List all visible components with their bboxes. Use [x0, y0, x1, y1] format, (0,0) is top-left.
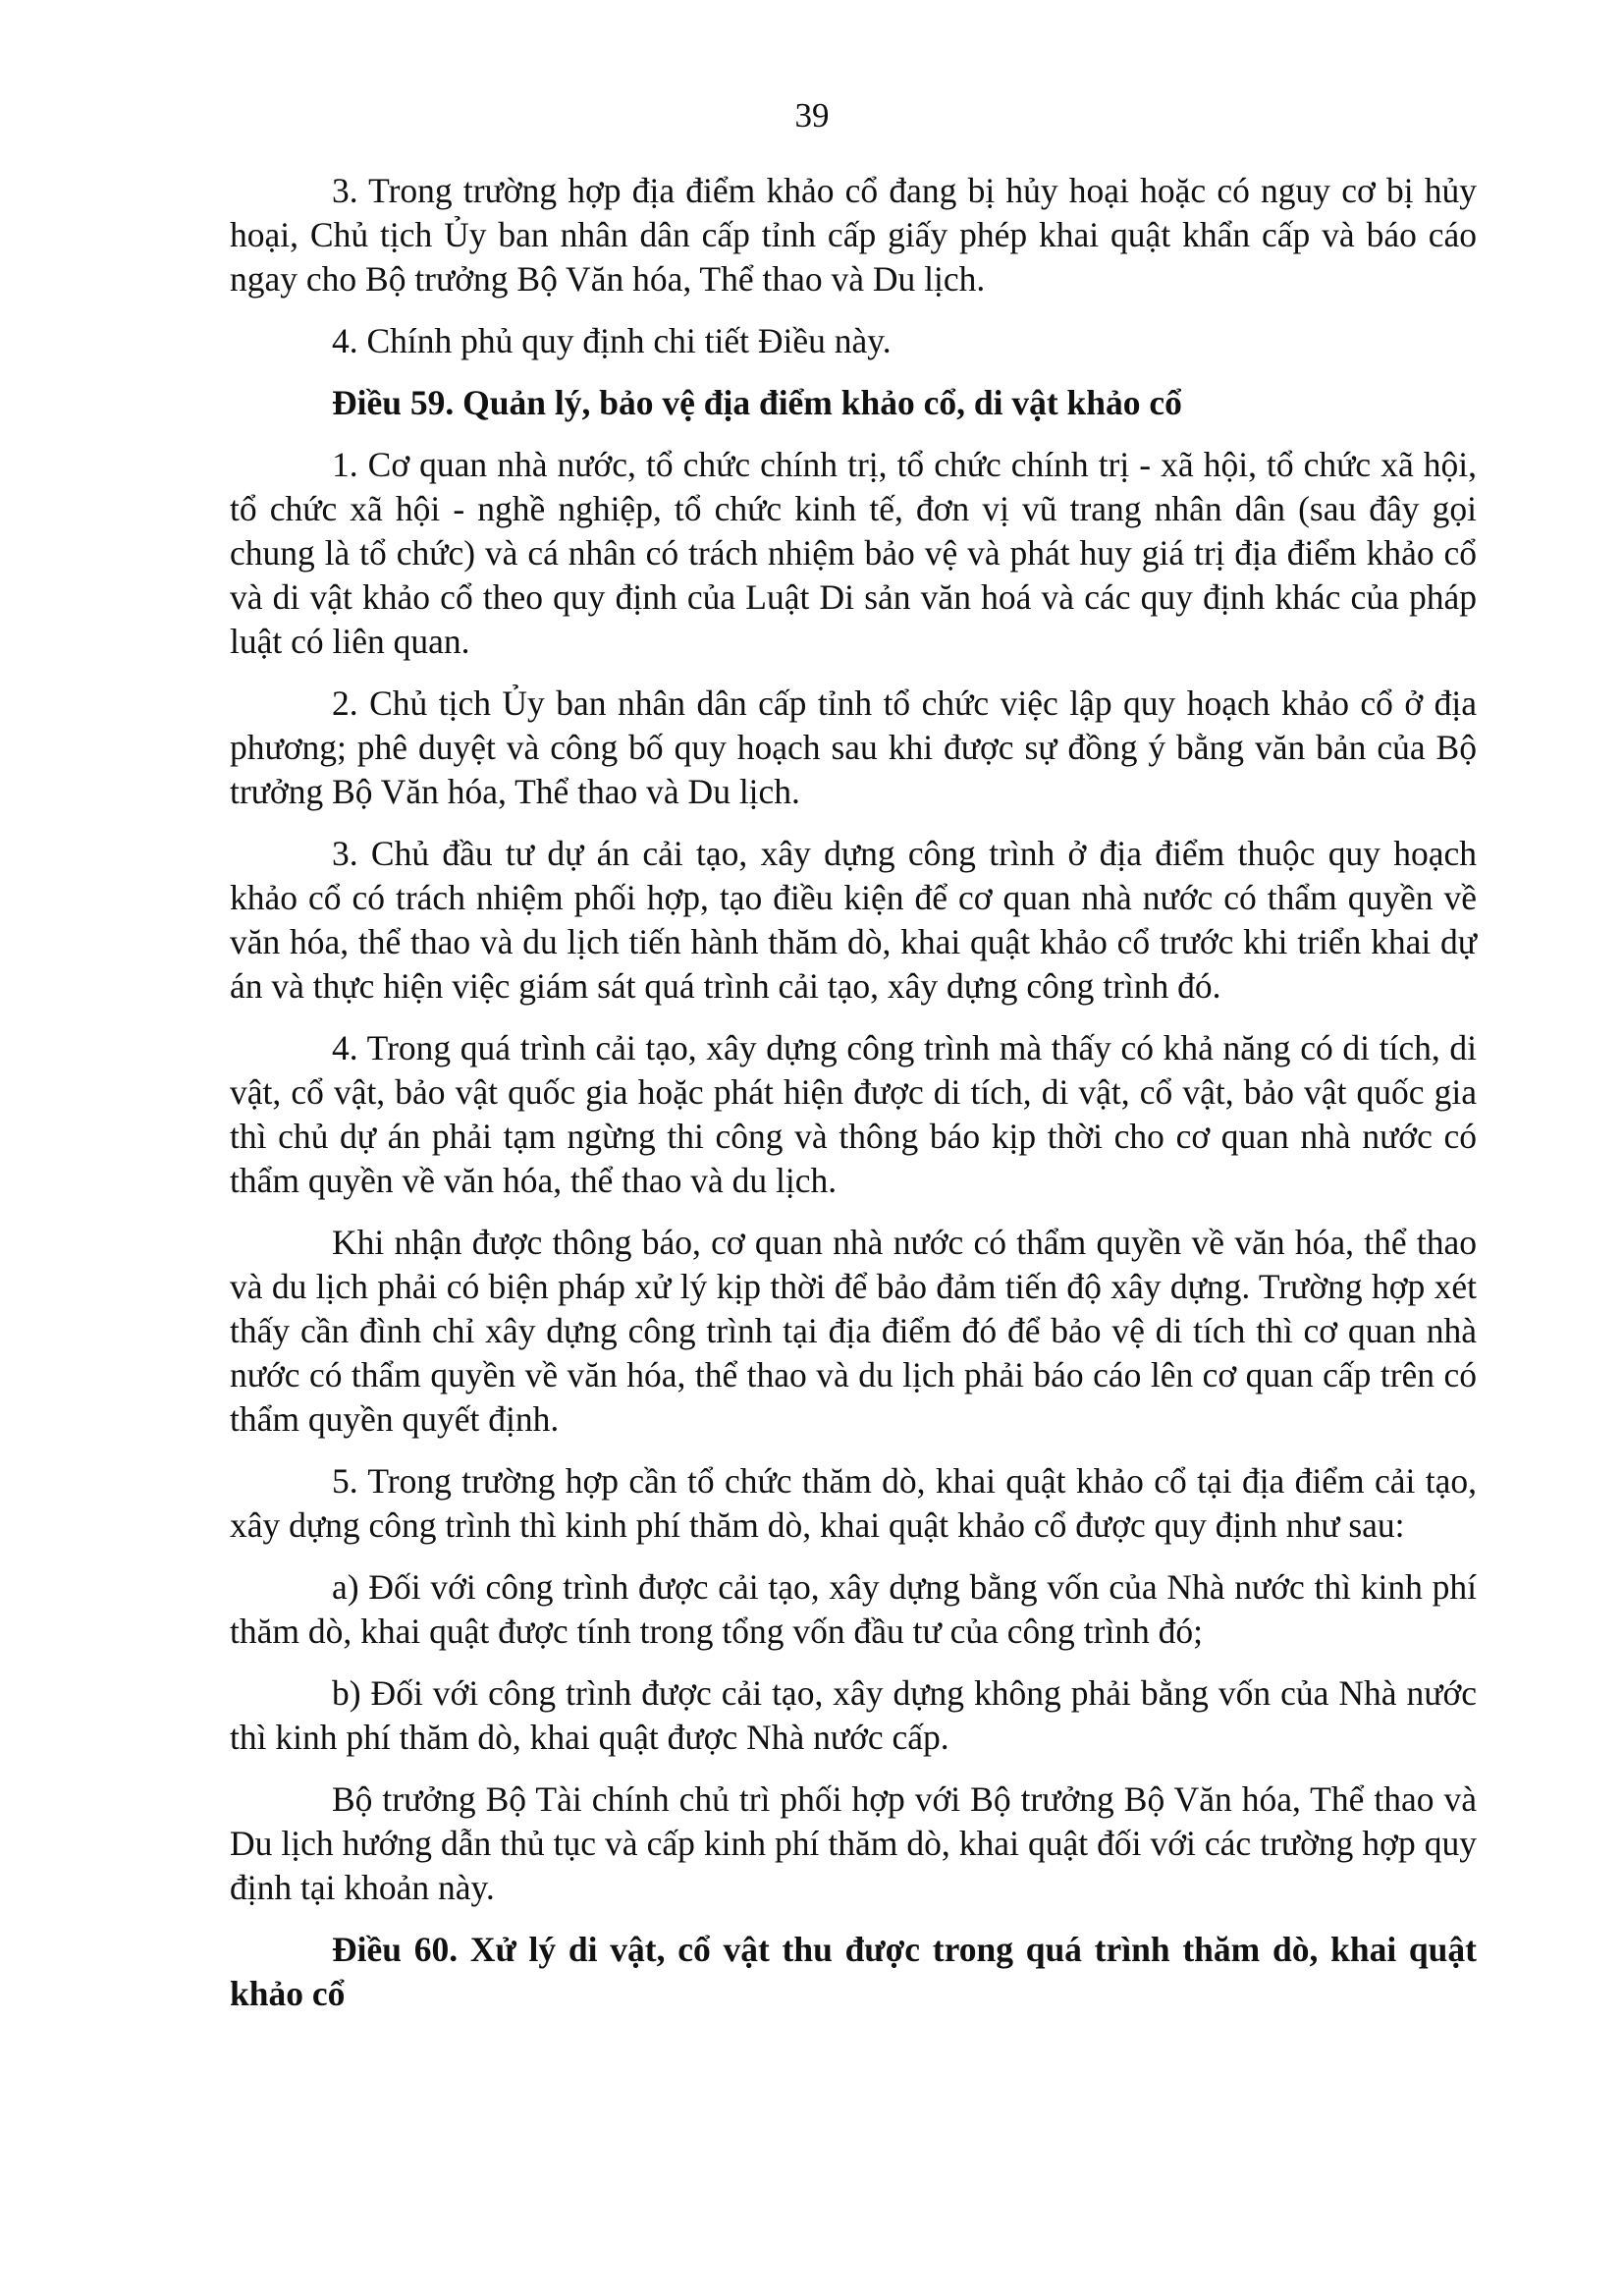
- document-body: [230, 169, 1477, 2034]
- page-number: 39: [794, 96, 830, 135]
- article-59-clause-5: 5. Trong trường hợp cần tổ chức thăm dò, khai quật khảo cổ tại địa điểm cải tạo, xây dựng công trình thì kinh phí thăm dò, khai quật khảo cổ được quy định như sau:: [230, 1461, 1477, 1545]
- article-59-clause-5-point-a: a) Đối với công trình được cải tạo, xây dựng bằng vốn của Nhà nước thì kinh phí thăm dò, khai quật được tính trong tổng vốn đầu tư của công trình đó;: [230, 1567, 1477, 1651]
- paragraph-clause-3: 3. Trong trường hợp địa điểm khảo cổ đang bị hủy hoại hoặc có nguy cơ bị hủy hoại, Chủ tịch Ủy ban nhân dân cấp tỉnh cấp giấy phép khai quật khẩn cấp và báo cáo ngay cho Bộ trưởng Bộ Văn hóa, Thể thao và Du lịch.: [230, 171, 1477, 299]
- article-59-clause-4-continuation: Khi nhận được thông báo, cơ quan nhà nước có thẩm quyền về văn hóa, thể thao và du lịch phải có biện pháp xử lý kịp thời để bảo đảm tiến độ xây dựng. Trường hợp xét thấy cần đình chỉ xây dựng công trình tại địa điểm đó để bảo vệ di tích thì cơ quan nhà nước có thẩm quyền về văn hóa, thể thao và du lịch phải báo cáo lên cơ quan cấp trên có thẩm quyền quyết định.: [230, 1223, 1477, 1439]
- article-60-heading: Điều 60. Xử lý di vật, cổ vật thu được trong quá trình thăm dò, khai quật khảo cổ: [230, 1930, 1477, 2013]
- article-59-clause-5-point-b: b) Đối với công trình được cải tạo, xây dựng không phải bằng vốn của Nhà nước thì kinh phí thăm dò, khai quật được Nhà nước cấp.: [230, 1673, 1477, 1757]
- paragraph-clause-4: 4. Chính phủ quy định chi tiết Điều này.: [332, 321, 892, 360]
- article-59-clause-1: 1. Cơ quan nhà nước, tổ chức chính trị, tổ chức chính trị - xã hội, tổ chức xã hội, tổ chức xã hội - nghề nghiệp, tổ chức kinh tế, đơn vị vũ trang nhân dân (sau đây gọi chung là tổ chức) và cá nhân có trách nhiệm bảo vệ và phát huy giá trị địa điểm khảo cổ và di vật khảo cổ theo quy định của Luật Di sản văn hoá và các quy định khác của pháp luật có liên quan.: [230, 445, 1477, 661]
- article-59-clause-5-finance-note: Bộ trưởng Bộ Tài chính chủ trì phối hợp với Bộ trưởng Bộ Văn hóa, Thể thao và Du lịch hướng dẫn thủ tục và cấp kinh phí thăm dò, khai quật đối với các trường hợp quy định tại khoản này.: [230, 1779, 1477, 1907]
- article-59-clause-4: 4. Trong quá trình cải tạo, xây dựng công trình mà thấy có khả năng có di tích, di vật, cổ vật, bảo vật quốc gia hoặc phát hiện được di tích, di vật, cổ vật, bảo vật quốc gia thì chủ dự án phải tạm ngừng thi công và thông báo kịp thời cho cơ quan nhà nước có thẩm quyền về văn hóa, thể thao và du lịch.: [230, 1028, 1477, 1200]
- article-59-clause-2: 2. Chủ tịch Ủy ban nhân dân cấp tỉnh tổ chức việc lập quy hoạch khảo cổ ở địa phương; phê duyệt và công bố quy hoạch sau khi được sự đồng ý bằng văn bản của Bộ trưởng Bộ Văn hóa, Thể thao và Du lịch.: [230, 683, 1477, 811]
- article-59-clause-3: 3. Chủ đầu tư dự án cải tạo, xây dựng công trình ở địa điểm thuộc quy hoạch khảo cổ có trách nhiệm phối hợp, tạo điều kiện để cơ quan nhà nước có thẩm quyền về văn hóa, thể thao và du lịch tiến hành thăm dò, khai quật khảo cổ trước khi triển khai dự án và thực hiện việc giám sát quá trình cải tạo, xây dựng công trình đó.: [230, 834, 1477, 1006]
- article-59-heading: Điều 59. Quản lý, bảo vệ địa điểm khảo cổ, di vật khảo cổ: [332, 383, 1182, 422]
